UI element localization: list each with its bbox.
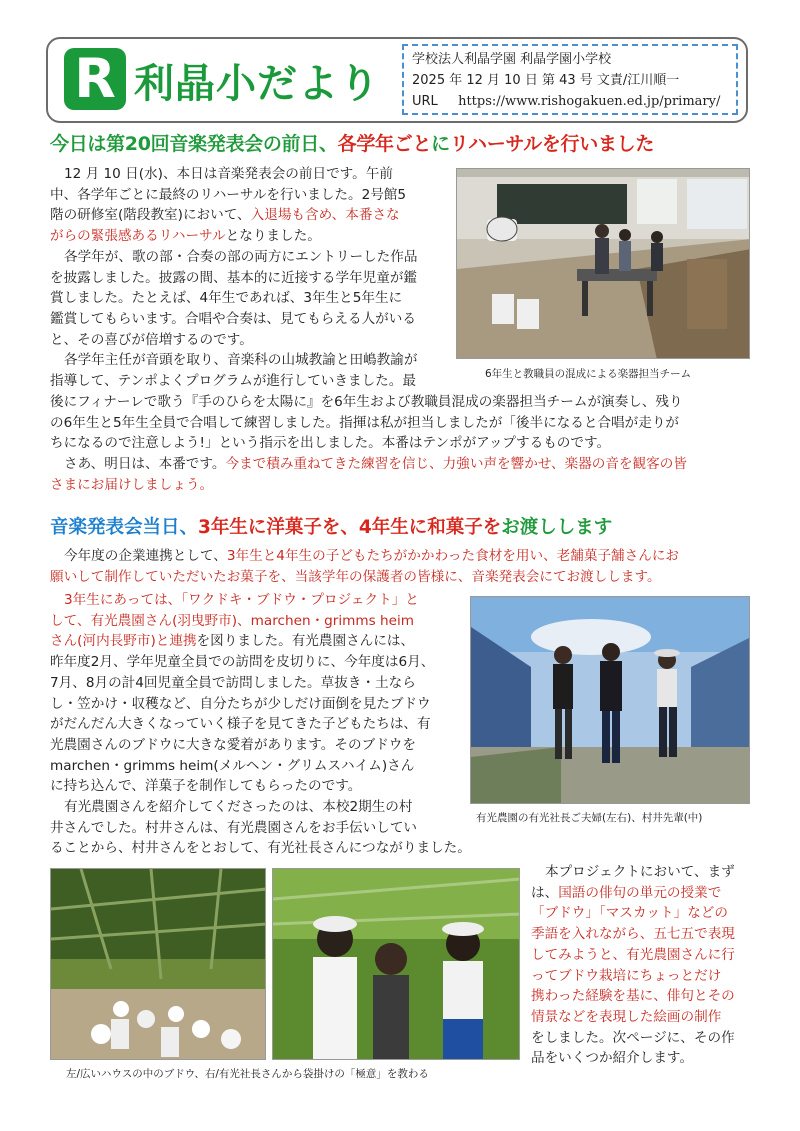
highlight-text: がらの緊張感あるリハーサル [50, 228, 226, 245]
school-name: 学校法人利晶学園 利晶学園小学校 [412, 52, 612, 67]
highlight-line: してみようと、有光農園さんに行 [531, 946, 735, 963]
text-line: を披露しました。披露の間、基本的に近接する学年児童が鑑 [50, 269, 418, 286]
text-line: がだんだん大きくなっていく様子を見てきた子どもたちは、有 [50, 716, 431, 733]
text-line [50, 546, 752, 567]
text-span: は、 [531, 884, 559, 901]
issue-info-box [402, 44, 738, 115]
text-line: 12 月 10 日(水)、本日は音楽発表会の前日です。午前 [64, 166, 393, 182]
school-url[interactable]: https://www.rishogakuen.ed.jp/primary/ [458, 94, 721, 109]
highlight-text: して、有光農園さん(羽曳野市)、marchen・grimms heim [50, 612, 415, 629]
url-label: URL [412, 94, 438, 109]
highlight-line: 「ブドウ」「マスカット」などの [531, 905, 728, 922]
rehearsal-photo [456, 168, 750, 359]
article2-text-left [50, 590, 471, 859]
farm-owners-photo [470, 596, 750, 804]
heading-part: 4年生に和菓子を [358, 517, 502, 538]
text-line [50, 205, 452, 226]
text-line [531, 883, 753, 904]
grape-photos-caption: 左/広いハウスの中のブドウ、右/有光社長さんから袋掛けの「極意」を教わる [66, 1068, 429, 1080]
text-line: に持ち込んで、洋菓子を制作してもらったのです。 [50, 778, 362, 795]
highlight-text: 3年生と4年生の子どもたちがかかわった食材を用い、老舗菓子舗さんにお [226, 548, 680, 564]
text-line [50, 226, 452, 247]
text-line [50, 611, 465, 632]
text-span: 今年度の企業連携として、 [64, 548, 227, 564]
highlight-line: 携わった経験を基に、俳句とその [531, 988, 735, 1005]
highlight-text: 入退場も含め、本番さな [250, 207, 400, 224]
rehearsal-photo-caption: 6年生と教職員の混成による楽器担当チーム [485, 368, 692, 380]
text-line: 中、各学年ごとに最終のリハーサルを行いました。2号館5 [50, 186, 407, 203]
heading-part: リハーサルを行いました [449, 133, 655, 155]
text-line: ることから、村井さんをとおして、有光社長さんにつながりました。 [50, 840, 471, 857]
text-line: 井さんでした。村井さんは、有光農園さんをお手伝いしてい [50, 819, 418, 836]
issue-line: 2025 年 12 月 10 日 第 43 号 文責/江川順一 [412, 73, 680, 88]
text-line: 有光農園さんを紹介してくださったのは、本校2期生の村 [64, 799, 413, 816]
text-line: 鑑賞してもらいます。合唱や合奏は、見てもらえる人がいる [50, 310, 416, 327]
text-span: を図りました。有光農園さんには、 [196, 633, 415, 650]
rehearsal-photo-image [457, 169, 750, 359]
heading-part: 各学年ごと [337, 133, 432, 155]
article2-intro [50, 546, 752, 587]
highlight-text: 願いして制作していただいたお菓子を、当該学年の保護者の皆様に、音楽発表会にてお渡しします。 [50, 568, 661, 585]
text-line: 昨年度2月、学年児童全員での訪問を皮切りに、今年度は6月、 [50, 654, 435, 671]
article2-heading [50, 513, 612, 539]
school-logo: R [64, 48, 126, 110]
highlight-line: ってブドウ栽培にちょっとだけ [531, 967, 722, 984]
article1-text-full [50, 392, 752, 496]
text-line: の6年生と5年生全員で合唱して練習しました。指揮は私が担当しましたが「後半になると合唱が走りが [50, 414, 680, 431]
text-line [50, 567, 752, 588]
highlight-line: 情景などを表現した絵画の制作 [531, 1008, 722, 1025]
text-line [50, 454, 752, 475]
highlight-text: 国語の俳句の単元の授業で [558, 884, 722, 901]
farm-owners-photo-caption: 有光農園の有光社長ご夫婦(左右)、村井先輩(中) [476, 812, 703, 824]
heading-part: 音楽発表会当日、 [50, 517, 199, 538]
text-span: となりました。 [225, 228, 321, 245]
highlight-text: さん(河内長野市)と連携 [50, 633, 197, 650]
text-span: さあ、明日は、本番です。 [64, 456, 226, 473]
article1-text-left [50, 164, 452, 392]
heading-part: 今日は第20回音楽発表会の前日、 [50, 133, 338, 155]
text-line: と、その喜びが倍増するのです。 [50, 331, 253, 348]
article2-text-right [531, 862, 753, 1069]
bagging-lesson-photo [272, 868, 520, 1060]
text-line: をしました。次ページに、その作 [531, 1029, 735, 1046]
farm-owners-photo-image [471, 597, 750, 804]
newsletter-title: 利晶小だより [134, 61, 380, 107]
text-line: 賞しました。たとえば、4年生であれば、3年生と5年生に [50, 290, 403, 307]
text-line: 光農園さんのブドウに大きな愛着があります。そのブドウを [50, 736, 416, 753]
highlight-text: さまにお届けしましょう。 [50, 476, 214, 493]
heading-part: 3年生に洋菓子を、 [198, 517, 359, 538]
text-line: 各学年主任が音頭を取り、音楽科の山城教諭と田嶋教諭が [64, 352, 418, 369]
text-line: 指導して、テンポよくプログラムが進行していきました。最 [50, 373, 416, 390]
text-line: 7月、8月の計4回児童全員で訪問しました。草抜き・土なら [50, 674, 416, 691]
grape-house-photo [50, 868, 266, 1060]
text-line [50, 475, 752, 496]
highlight-line: 季語を入れながら、五七五で表現 [531, 926, 735, 943]
text-line [50, 590, 465, 611]
text-line: し・笠かけ・収穫など、自分たちが少しだけ面倒を見たブドウ [50, 695, 431, 712]
url-line [412, 91, 728, 112]
text-line: marchen・grimms heim(メルヘン・グリムスハイム)さん [50, 757, 415, 774]
highlight-text: 今まで積み重ねてきた練習を信じ、力強い声を響かせ、楽器の音を観客の皆 [225, 456, 687, 473]
text-line [50, 631, 465, 652]
bagging-lesson-photo-image [273, 869, 520, 1060]
text-span: 階の研修室(階段教室)において、 [50, 207, 251, 224]
text-line: 各学年が、歌の部・合奏の部の両方にエントリーした作品 [64, 248, 418, 265]
highlight-text: 3年生にあっては、「ワクドキ・ブドウ・プロジェクト」と [64, 592, 419, 608]
article1-heading [50, 129, 654, 156]
grape-house-photo-image [51, 869, 266, 1060]
text-line: ちになるので注意しよう!」という指示を出しました。本番はテンポがアップするものです。 [50, 435, 611, 452]
text-line: 本プロジェクトにおいて、まず [545, 864, 735, 880]
heading-part: お渡しします [501, 517, 613, 538]
heading-part: に [431, 133, 450, 155]
text-line: 後にフィナーレで歌う『手のひらを太陽に』を6年生および教職員混成の楽器担当チームが演奏し、残り [50, 394, 683, 410]
text-line: 品をいくつか紹介します。 [531, 1050, 694, 1067]
